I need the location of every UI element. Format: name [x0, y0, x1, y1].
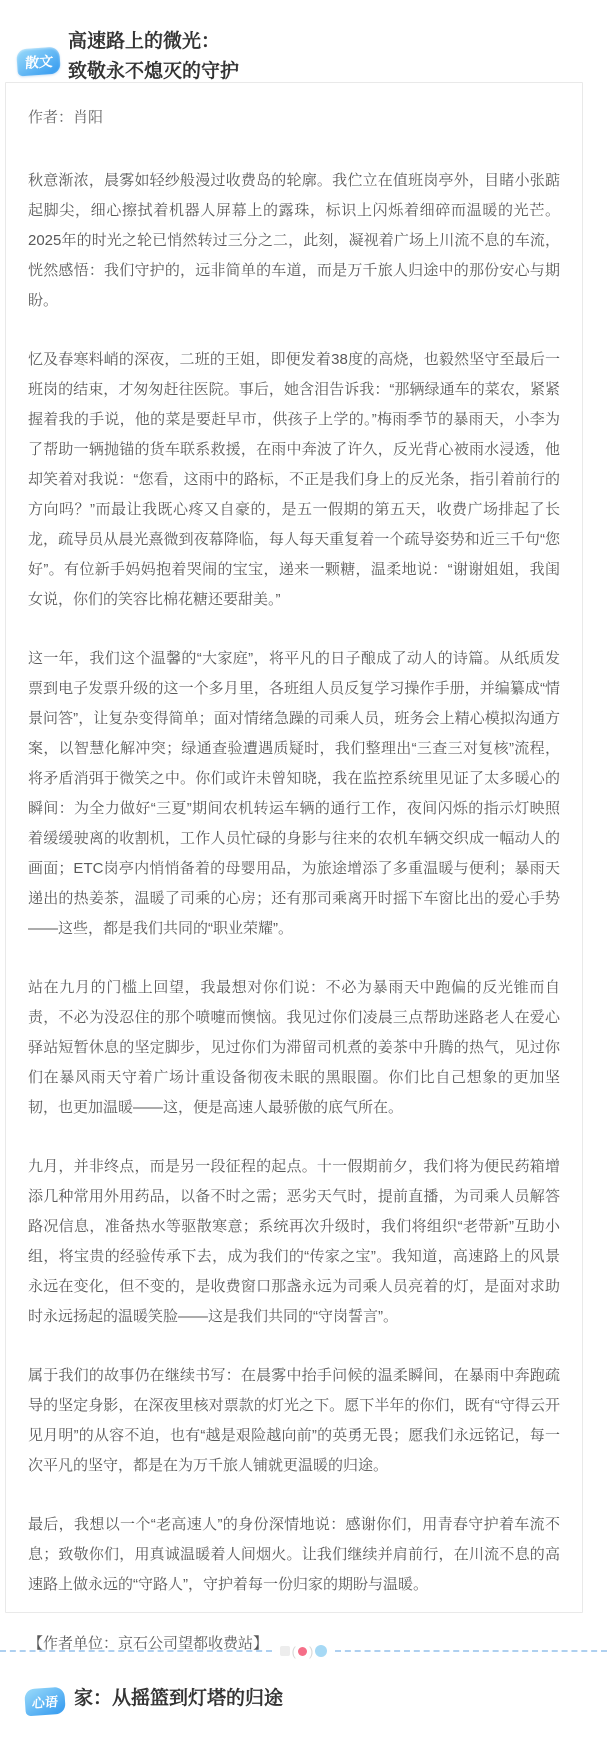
next-category-badge — [24, 1687, 66, 1717]
article-title-line1: 高速路上的微光： — [68, 31, 221, 52]
ornament-paren-right: ) — [309, 1643, 314, 1659]
article-card — [5, 82, 583, 1652]
paragraph: 属于我们的故事仍在继续书写：在晨雾中抬手问候的温柔瞬间，在暴雨中奔跑疏导的坚定身影，在深夜里核对票款的灯光之下。愿下半年的你们，既有“守得云开见月明”的从容不迫，也有“越是艰险越向前”的英勇无畏；愿我们永远铭记，每一次平凡的坚守，都是在为万千旅人铺就更温暖的归途。 — [28, 1367, 560, 1474]
paragraph: 站在九月的门槛上回望，我最想对你们说：不必为暴雨天中跑偏的反光锥而自责，不必为没忍住的那个喷嚏而懊恼。我见过你们凌晨三点帮助迷路老人在爱心驿站短暂休息的坚定脚步，见过你们为滞留司机煮的姜茶中升腾的热气，见过你们在暴风雨天守着广场计重设备彻夜未眠的黑眼圈。你们比自己想象的更加坚韧，也更加温暖——这，便是高速人最骄傲的底气所在。 — [28, 979, 560, 1116]
article-title — [68, 27, 607, 87]
ornament-paren-left: ( — [291, 1643, 296, 1659]
paragraph: 最后，我想以一个“老高速人”的身份深情地说：感谢你们，用青春守护着车流不息；致敬你们，用真诚温暖着人间烟火。让我们继续并肩前行，在川流不息的高速路上做永远的“守路人”，守护着每一份归家的期盼与温暖。 — [28, 1516, 560, 1593]
category-badge-label: 散文 — [23, 52, 54, 71]
next-category-badge-label: 心语 — [31, 1694, 59, 1711]
paragraph: 秋意渐浓，晨雾如轻纱般漫过收费岛的轮廓。我伫立在值班岗亭外，目睹小张踮起脚尖，细心擦拭着机器人屏幕上的露珠，标识上闪烁着细碎而温暖的光芒。2025年的时光之轮已悄然转过三分之二，此刻，凝视着广场上川流不息的车流，恍然感悟：我们守护的，远非简单的车道，而是万千旅人归途中的那份安心与期盼。 — [28, 172, 560, 309]
next-article-header[interactable] — [0, 1681, 607, 1741]
article-title-line2: 致敬永不熄灭的守护 — [68, 61, 240, 82]
next-article-title[interactable]: 家：从摇篮到灯塔的归途 — [74, 1688, 284, 1709]
article-header — [0, 0, 607, 87]
paragraph: 这一年，我们这个温馨的“大家庭”，将平凡的日子酿成了动人的诗篇。从纸质发票到电子发票升级的这一个多月里，各班组人员反复学习操作手册，并编纂成“情景问答”，让复杂变得简单；面对情绪急躁的司乘人员，班务会上精心模拟沟通方案，以智慧化解冲突；绿通查验遭遇质疑时，我们整理出“三查三对复核”流程，将矛盾消弭于微笑之中。你们或许未曾知晓，我在监控系统里见证了太多暖心的瞬间：为全力做好“三夏”期间农机转运车辆的通行工作，夜间闪烁的指示灯映照着缓缓驶离的收割机，工作人员忙碌的身影与往来的农机车辆交织成一幅动人的画面；ETC岗亭内悄悄备着的母婴用品，为旅途增添了多重温暖与便利；暴雨天递出的热姜茶，温暖了司乘的心房；还有那司乘离开时摇下车窗比出的爱心手势——这些，都是我们共同的“职业荣耀”。 — [28, 650, 560, 937]
paragraph: 忆及春寒料峭的深夜，二班的王姐，即便发着38度的高烧，也毅然坚守至最后一班岗的结束，才匆匆赶往医院。事后，她含泪告诉我：“那辆绿通车的菜农，紧紧握着我的手说，他的菜是要赶早市，供孩子上学的。”梅雨季节的暴雨天，小李为了帮助一辆抛锚的货车联系救援，在雨中奔波了许久，反光背心被雨水浸透，他却笑着对我说：“您看，这雨中的路标，不正是我们身上的反光条，指引着前行的方向吗？”而最让我既心疼又自豪的，是五一假期的第五天，收费广场排起了长龙，疏导员从晨光熹微到夜幕降临，每人每天重复着一个疏导姿势和近三千句“您好”。有位新手妈妈抱着哭闹的宝宝，递来一颗糖，温柔地说：“谢谢姐姐，我闺女说，你们的笑容比棉花糖还要甜美。” — [28, 351, 560, 608]
paragraph: 九月，并非终点，而是另一段征程的起点。十一假期前夕，我们将为便民药箱增添几种常用外用药品，以备不时之需；恶劣天气时，提前直播，为司乘人员解答路况信息，准备热水等驱散寒意；系统再次升级时，我们将组织“老带新”互助小组，将宝贵的经验传承下去，成为我们的“传家之宝”。我知道，高速路上的风景永远在变化，但不变的，是收费窗口那盏永远为司乘人员亮着的灯，是面对求助时永远扬起的温暖笑脸——这是我们共同的“守岗誓言”。 — [28, 1158, 560, 1325]
category-badge — [16, 47, 61, 77]
author-unit-note: 【作者单位：京石公司望都收费站】 — [28, 1635, 269, 1652]
author-line: 作者：肖阳 — [28, 109, 104, 126]
